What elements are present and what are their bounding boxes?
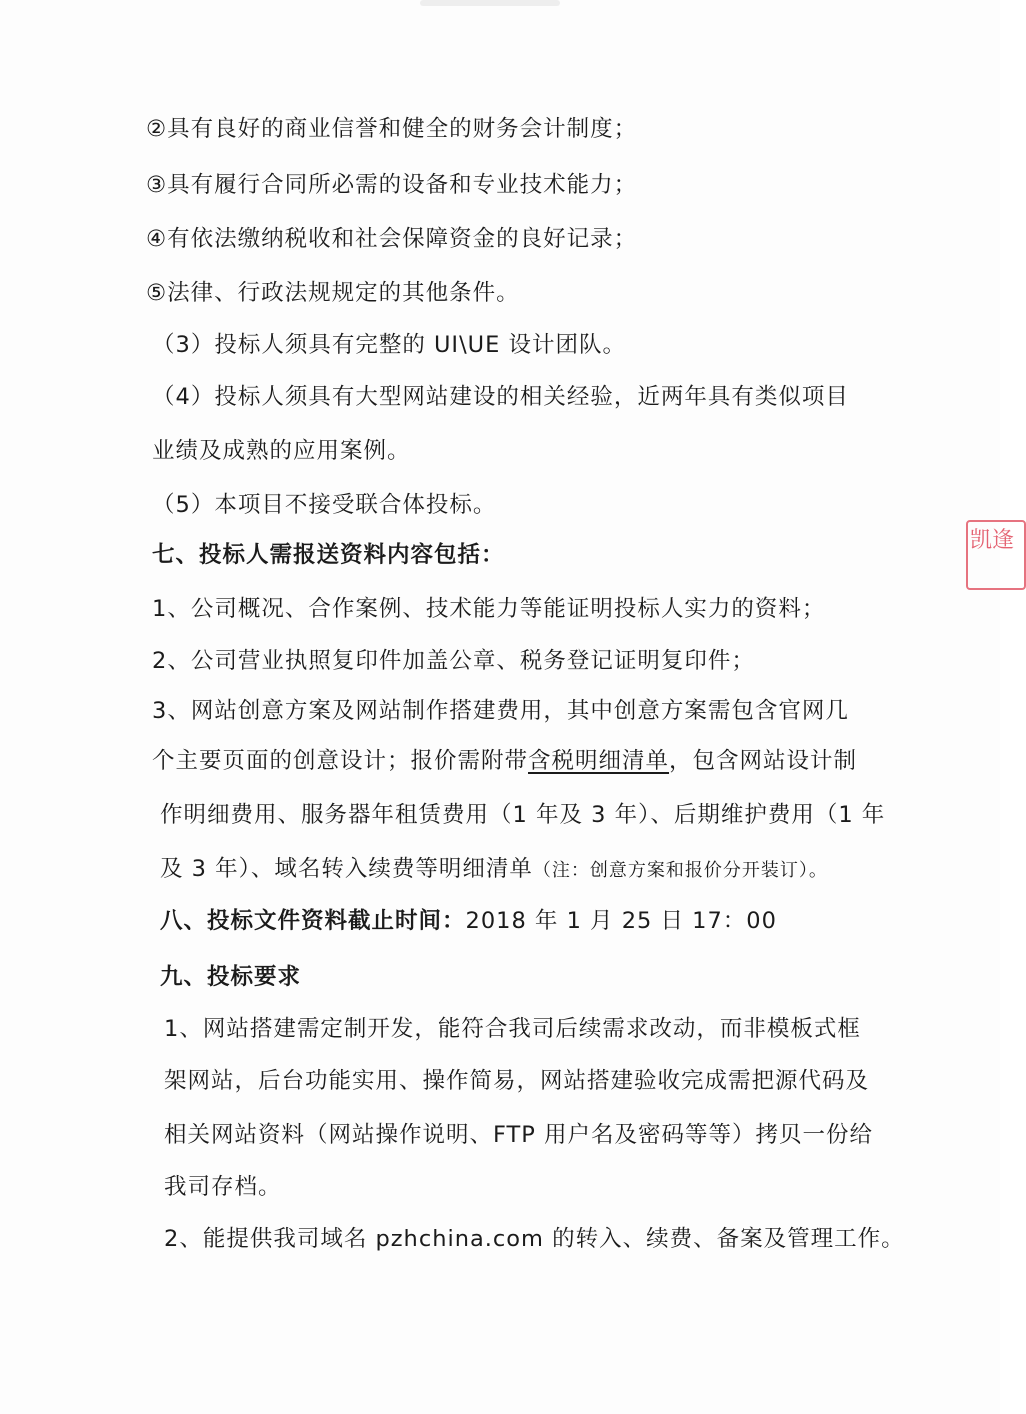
seal-text: 凯逢 <box>970 528 1015 553</box>
requirement-3: （3）投标人须具有完整的 UI\UE 设计团队。 <box>152 332 626 358</box>
red-seal-stamp <box>960 520 1015 592</box>
section-9-item-2: 2、能提供我司域名 pzhchina.com 的转入、续费、备案及管理工作。 <box>164 1226 905 1252</box>
requirement-4-line-2: 业绩及成熟的应用案例。 <box>152 438 411 464</box>
scan-smudge <box>420 0 560 6</box>
binding-note: （注：创意方案和报价分开装订）。 <box>532 860 828 881</box>
section-7-item-2: 2、公司营业执照复印件加盖公章、税务登记证明复印件； <box>152 648 755 674</box>
section-9-item-1-line-3: 相关网站资料（网站操作说明、FTP 用户名及密码等等）拷贝一份给 <box>164 1122 874 1148</box>
requirement-4-line-1: （4）投标人须具有大型网站建设的相关经验，近两年具有类似项目 <box>152 384 849 410</box>
section-9-item-1-line-2: 架网站，后台功能实用、操作简易，网站搭建验收完成需把源代码及 <box>164 1068 870 1094</box>
condition-3: ③具有履行合同所必需的设备和专业技术能力； <box>146 172 638 198</box>
condition-5: ⑤法律、行政法规规定的其他条件。 <box>146 280 520 306</box>
tax-inclusive-detail-list: 含税明细清单 <box>528 748 670 774</box>
section-8-heading: 八、投标文件资料截止时间： <box>160 908 466 934</box>
requirement-5: （5）本项目不接受联合体投标。 <box>152 492 497 518</box>
section-7-item-3-line-2 <box>152 746 857 776</box>
section-7-item-3-line-4 <box>160 854 828 886</box>
line-text-post: ，包含网站设计制 <box>669 748 858 774</box>
section-9-heading: 九、投标要求 <box>160 964 302 990</box>
seal-border <box>966 520 1026 590</box>
section-9-item-1-line-4: 我司存档。 <box>164 1174 282 1200</box>
section-7-item-3-line-1: 3、网站创意方案及网站制作搭建费用，其中创意方案需包含官网几 <box>152 698 849 724</box>
section-8 <box>160 906 777 936</box>
condition-2: ②具有良好的商业信誉和健全的财务会计制度； <box>146 116 638 142</box>
section-9-item-1-line-1: 1、网站搭建需定制开发，能符合我司后续需求改动，而非模板式框 <box>164 1016 861 1042</box>
condition-4: ④有依法缴纳税收和社会保障资金的良好记录； <box>146 226 638 252</box>
section-7-item-1: 1、公司概况、合作案例、技术能力等能证明投标人实力的资料； <box>152 596 826 622</box>
deadline-value: 2018 年 1 月 25 日 17：00 <box>465 908 777 934</box>
line-text-pre: 个主要页面的创意设计；报价需附带 <box>152 748 529 774</box>
line-text-main: 及 3 年）、域名转入续费等明细清单 <box>160 856 533 882</box>
section-7-item-3-line-3: 作明细费用、服务器年租赁费用（1 年及 3 年）、后期维护费用（1 年 <box>160 802 886 828</box>
section-7-heading: 七、投标人需报送资料内容包括： <box>152 542 505 568</box>
